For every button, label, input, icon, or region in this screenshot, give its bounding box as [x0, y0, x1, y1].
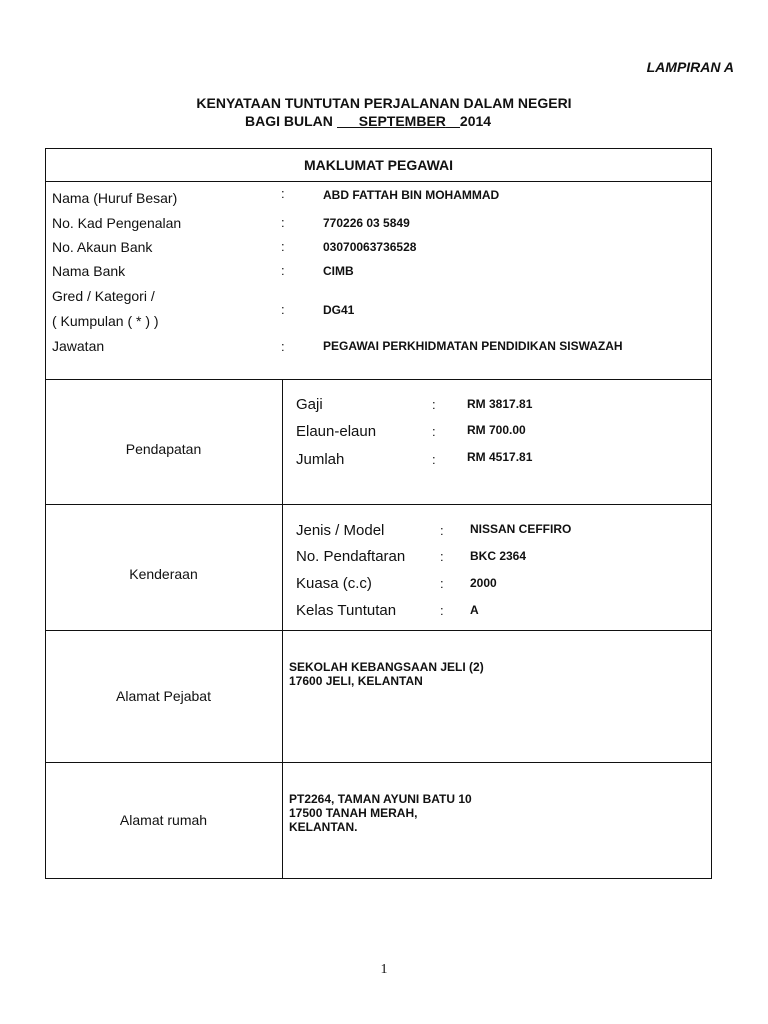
jawatan-colon: : — [281, 339, 285, 354]
alamat-pejabat-line1: SEKOLAH KEBANGSAAN JELI (2) — [289, 660, 484, 674]
column-divider — [282, 379, 283, 879]
alamat-rumah-value — [289, 792, 472, 834]
alamat-rumah-label: Alamat rumah — [119, 812, 208, 828]
alamat-pejabat-label: Alamat Pejabat — [116, 688, 211, 704]
kelas-label: Kelas Tuntutan — [296, 602, 397, 619]
kenderaan-label: Kenderaan — [129, 566, 198, 582]
kelas-value: A — [470, 603, 479, 617]
akaun-value: 03070063736528 — [323, 240, 417, 254]
gred-colon: : — [281, 302, 285, 317]
section-title-divider — [45, 181, 712, 182]
month-tail-line — [446, 113, 460, 128]
elaun-label: Elaun-elaun — [296, 423, 377, 440]
page-number: 1 — [380, 962, 388, 977]
gaji-label: Gaji — [296, 396, 323, 413]
bank-value: CIMB — [323, 264, 354, 278]
nama-label: Nama (Huruf Besar) — [52, 190, 178, 206]
ic-colon: : — [281, 215, 285, 230]
model-colon: : — [440, 523, 444, 538]
month-blank-line — [337, 113, 359, 128]
pendapatan-label: Pendapatan — [125, 441, 202, 457]
jumlah-value: RM 4517.81 — [467, 450, 533, 464]
model-label: Jenis / Model — [296, 522, 385, 539]
alamat-rumah-line2: 17500 TANAH MERAH, — [289, 806, 418, 820]
gaji-colon: : — [432, 397, 436, 412]
gred-value: DG41 — [323, 303, 355, 317]
kelas-colon: : — [440, 603, 444, 618]
section-title-maklumat-pegawai: MAKLUMAT PEGAWAI — [303, 157, 454, 173]
claim-month: SEPTEMBER — [358, 113, 446, 129]
elaun-colon: : — [432, 424, 436, 439]
bank-label: Nama Bank — [52, 263, 126, 279]
pendapatan-divider — [45, 504, 712, 505]
bank-colon: : — [281, 263, 285, 278]
akaun-label: No. Akaun Bank — [52, 239, 153, 255]
ic-label: No. Kad Pengenalan — [52, 215, 182, 231]
claim-year: 2014 — [459, 113, 492, 129]
gaji-value: RM 3817.81 — [467, 397, 533, 411]
ic-value: 770226 03 5849 — [323, 216, 410, 230]
document-subtitle — [245, 113, 491, 129]
pendaftaran-label: No. Pendaftaran — [296, 548, 406, 565]
kenderaan-divider — [45, 630, 712, 631]
jawatan-label: Jawatan — [52, 338, 105, 354]
alamat-pejabat-line2: 17600 JELI, KELANTAN — [289, 674, 423, 688]
officer-info-divider — [45, 379, 712, 380]
nama-colon: : — [281, 186, 285, 201]
elaun-value: RM 700.00 — [467, 423, 526, 437]
kuasa-value: 2000 — [470, 576, 497, 590]
subtitle-prefix: BAGI BULAN — [245, 113, 337, 129]
jawatan-value: PEGAWAI PERKHIDMATAN PENDIDIKAN SISWAZAH — [323, 339, 623, 353]
pendaftaran-value: BKC 2364 — [470, 549, 527, 563]
claim-form-table — [45, 148, 712, 879]
pendaftaran-colon: : — [440, 549, 444, 564]
kuasa-label: Kuasa (c.c) — [296, 575, 372, 592]
alamat-rumah-line1: PT2264, TAMAN AYUNI BATU 10 — [289, 792, 472, 806]
pejabat-divider — [45, 762, 712, 763]
document-title: KENYATAAN TUNTUTAN PERJALANAN DALAM NEGERI — [196, 95, 572, 111]
akaun-colon: : — [281, 239, 285, 254]
jumlah-colon: : — [432, 452, 436, 467]
model-value: NISSAN CEFFIRO — [470, 522, 572, 536]
alamat-rumah-line3: KELANTAN. — [289, 820, 358, 834]
alamat-pejabat-value — [289, 660, 484, 688]
gred-label-line1: Gred / Kategori / — [52, 288, 155, 304]
attachment-label: LAMPIRAN A — [646, 59, 734, 75]
kuasa-colon: : — [440, 576, 444, 591]
nama-value: ABD FATTAH BIN MOHAMMAD — [323, 188, 500, 202]
gred-label-line2: ( Kumpulan ( * ) ) — [52, 313, 159, 329]
jumlah-label: Jumlah — [296, 451, 345, 468]
